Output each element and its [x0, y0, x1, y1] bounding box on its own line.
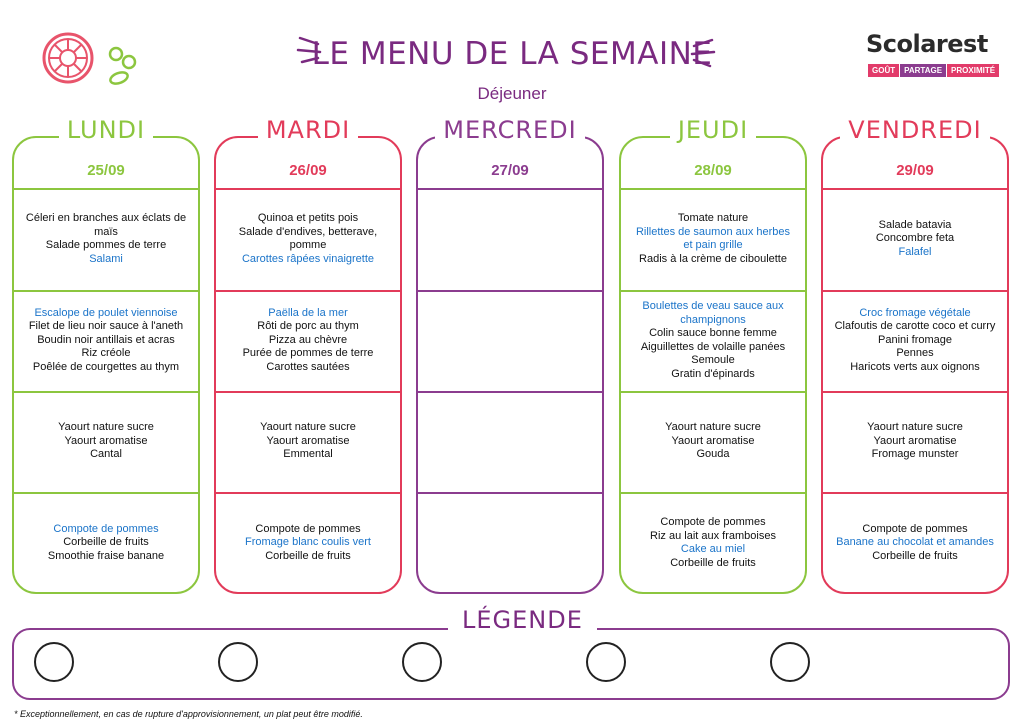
menu-item: Falafel: [898, 245, 932, 258]
day-header: [619, 116, 807, 144]
day-column-mardi: [214, 116, 402, 594]
menu-item: Céleri en branches aux éclats de maïs: [25, 212, 187, 238]
menu-item: Paëlla de la mer: [268, 306, 348, 319]
menu-item: Rôti de porc au thym: [257, 320, 359, 333]
day-date: 26/09: [289, 162, 327, 179]
menu-section-mains: [418, 290, 602, 391]
menu-section-starters: [823, 188, 1007, 290]
menu-item: Riz créole: [81, 347, 131, 360]
day-date: 27/09: [491, 162, 529, 179]
menu-section-desserts: [418, 492, 602, 594]
menu-section-mains: [823, 290, 1007, 391]
menu-item: Yaourt aromatise: [266, 434, 350, 447]
menu-item: Semoule: [691, 354, 735, 366]
day-header: [214, 116, 402, 144]
menu-item: Smoothie fraise banane: [47, 549, 165, 562]
menu-item: Concombre feta: [875, 232, 955, 245]
day-header: [12, 116, 200, 144]
menu-item: Boudin noir antillais et acras: [37, 333, 175, 346]
menu-section-mains: [621, 290, 805, 391]
menu-section-desserts: [216, 492, 400, 594]
menu-section-desserts: [823, 492, 1007, 594]
menu-item: Corbeille de fruits: [63, 536, 149, 549]
menu-section-mains: [14, 290, 198, 391]
menu-item: Aiguillettes de volaille panées: [640, 340, 786, 353]
menu-item: Colin sauce bonne femme: [649, 327, 777, 339]
menu-section-dairy: [823, 391, 1007, 492]
menu-item: Filet de lieu noir sauce à l'aneth: [28, 320, 184, 333]
day-header: [416, 116, 604, 144]
menu-item: Yaourt aromatise: [64, 434, 148, 447]
menu-section-desserts: [621, 492, 805, 594]
day-name: LUNDI: [59, 116, 153, 144]
logo-tag-gout: GOÛT: [868, 64, 899, 77]
legend-circle: [586, 642, 626, 682]
day-date: 28/09: [694, 162, 732, 179]
menu-item: Haricots verts aux oignons: [850, 360, 980, 373]
legend-circle: [402, 642, 442, 682]
legend-circle: [770, 642, 810, 682]
menu-item: Corbeille de fruits: [670, 556, 756, 569]
menu-item: Yaourt aromatise: [873, 434, 957, 447]
menu-item: Yaourt aromatise: [671, 434, 755, 447]
logo-tag-proximite: PROXIMITÉ: [947, 64, 999, 77]
legend-circle: [218, 642, 258, 682]
menu-item: Salade d'endives, betterave, pomme: [238, 225, 378, 251]
menu-section-starters: [216, 188, 400, 290]
day-name: JEUDI: [670, 116, 756, 144]
menu-section-starters: [621, 188, 805, 290]
menu-item: Poêlée de courgettes au thym: [32, 360, 180, 373]
menu-section-desserts: [14, 492, 198, 594]
day-name: VENDREDI: [840, 116, 989, 144]
day-name: MERCREDI: [435, 116, 585, 144]
menu-item: Yaourt nature sucre: [58, 421, 154, 434]
day-name: MARDI: [258, 116, 358, 144]
menu-item: Clafoutis de carotte coco et curry: [834, 320, 996, 333]
day-header: [821, 116, 1009, 144]
menu-item: Cantal: [90, 448, 122, 461]
menu-item: Corbeille de fruits: [872, 549, 958, 562]
day-column-vendredi: [821, 116, 1009, 594]
menu-item: Gouda: [696, 448, 730, 461]
menu-item: Pennes: [896, 347, 934, 360]
menu-item: Panini fromage: [878, 333, 952, 346]
legend-circle: [34, 642, 74, 682]
menu-item: Carottes sautées: [266, 360, 350, 373]
menu-item: Quinoa et petits pois: [257, 212, 359, 224]
menu-item: Yaourt nature sucre: [260, 421, 356, 434]
menu-item: Riz au lait aux framboises: [650, 529, 776, 542]
menu-item: Cake au miel: [680, 543, 746, 555]
menu-item: Fromage blanc coulis vert: [245, 536, 371, 549]
menu-section-starters: [418, 188, 602, 290]
logo-taglines: [868, 64, 1000, 77]
menu-section-dairy: [621, 391, 805, 492]
logo-wordmark: Scolarest: [866, 30, 988, 58]
day-column-jeudi: [619, 116, 807, 594]
menu-section-starters: [14, 188, 198, 290]
menu-item: Radis à la crème de ciboulette: [639, 252, 787, 265]
menu-section-mains: [216, 290, 400, 391]
day-column-mercredi: [416, 116, 604, 594]
menu-item: Compote de pommes: [862, 522, 968, 535]
footnote: * Exceptionnellement, en cas de rupture d'approvisionnement, un plat peut être modifié.: [14, 709, 363, 719]
menu-item: Fromage munster: [871, 448, 959, 461]
menu-item: Carottes râpées vinaigrette: [241, 252, 375, 265]
menu-item: Yaourt nature sucre: [867, 421, 963, 434]
menu-item: Gratin d'épinards: [671, 367, 755, 380]
day-date: 29/09: [896, 162, 934, 179]
scolarest-logo: [866, 30, 998, 86]
logo-tag-partage: PARTAGE: [900, 64, 946, 77]
menu-section-dairy: [418, 391, 602, 492]
menu-item: Croc fromage végétale: [859, 306, 971, 319]
menu-section-dairy: [216, 391, 400, 492]
menu-item: Corbeille de fruits: [265, 549, 351, 562]
menu-item: Compote de pommes: [255, 522, 361, 535]
legend-box: [12, 628, 1010, 700]
menu-section-dairy: [14, 391, 198, 492]
menu-item: Salade batavia: [878, 218, 952, 231]
menu-item: Rillettes de saumon aux herbes et pain grille: [635, 225, 791, 251]
menu-item: Emmental: [283, 448, 333, 461]
legend-title: LÉGENDE: [448, 606, 597, 634]
day-column-lundi: [12, 116, 200, 594]
menu-item: Boulettes de veau sauce aux champignons: [642, 300, 784, 326]
menu-item: Yaourt nature sucre: [665, 421, 761, 434]
menu-item: Banane au chocolat et amandes: [836, 536, 994, 549]
menu-item: Compote de pommes: [53, 522, 159, 535]
menu-item: Pizza au chèvre: [268, 333, 348, 346]
menu-item: Purée de pommes de terre: [242, 347, 374, 360]
menu-item: Salade pommes de terre: [45, 239, 167, 251]
menu-item: Compote de pommes: [660, 516, 766, 528]
day-date: 25/09: [87, 162, 125, 179]
menu-item: Salami: [89, 252, 123, 265]
menu-item: Escalope de poulet viennoise: [34, 306, 178, 319]
menu-item: Tomate nature: [677, 212, 749, 224]
page-title: LE MENU DE LA SEMAINE: [311, 36, 713, 72]
page-subtitle: Déjeuner: [477, 84, 547, 103]
